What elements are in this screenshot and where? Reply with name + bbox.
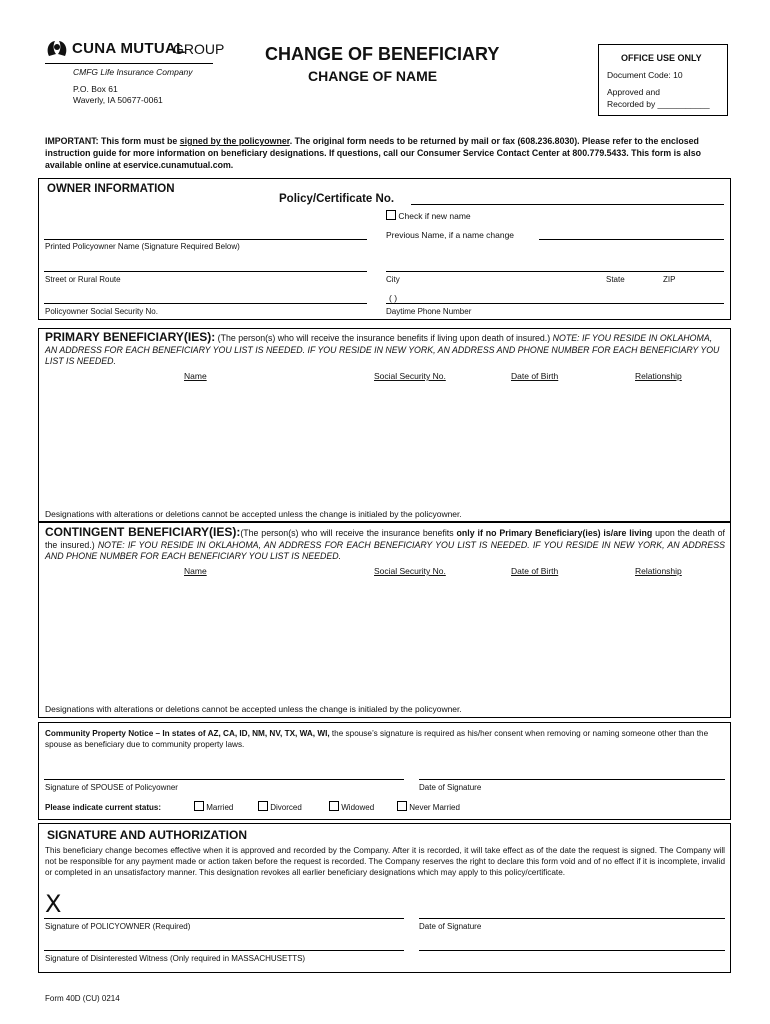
phone-area-code: ( ) [389, 293, 398, 303]
contingent-col-dob: Date of Birth [511, 566, 559, 576]
form-code: Form 40D (CU) 0214 [45, 994, 120, 1003]
contingent-footer: Designations with alterations or deletions cannot be accepted unless the change is initialed by the policyowner. [45, 704, 462, 714]
never-married-checkbox[interactable] [397, 801, 407, 811]
city-label: City [386, 275, 400, 284]
contingent-col-ssn: Social Security No. [374, 566, 446, 576]
policy-number-field[interactable] [411, 204, 724, 205]
office-use-heading: OFFICE USE ONLY [621, 53, 702, 63]
primary-col-relationship: Relationship [635, 371, 682, 381]
cuna-logo-icon [45, 38, 69, 60]
contingent-col-relationship: Relationship [635, 566, 682, 576]
owner-date-field[interactable] [419, 918, 725, 919]
widowed-checkbox[interactable] [329, 801, 339, 811]
subsidiary-name: CMFG Life Insurance Company [73, 67, 193, 77]
printed-name-label: Printed Policyowner Name (Signature Required Below) [45, 242, 240, 251]
community-property-section [38, 722, 731, 820]
status-label: Please indicate current status: [45, 803, 162, 812]
primary-footer: Designations with alterations or deletions cannot be accepted unless the change is initialed by the policyowner. [45, 509, 462, 519]
city-state-zip-field[interactable] [386, 271, 724, 272]
address-line-1: P.O. Box 61 [73, 84, 118, 94]
primary-col-name: Name [184, 371, 207, 381]
ssn-field[interactable] [44, 303, 367, 304]
divorced-checkbox[interactable] [258, 801, 268, 811]
form-title: CHANGE OF BENEFICIARY [265, 44, 500, 64]
recorded-by-label: Recorded by ___________ [607, 99, 710, 109]
status-divorced[interactable]: Divorced [258, 801, 302, 812]
spouse-date-label: Date of Signature [419, 783, 482, 792]
contingent-entry-area[interactable] [45, 581, 725, 691]
previous-name-label: Previous Name, if a name change [386, 230, 515, 240]
check-new-name[interactable]: Check if new name [386, 210, 471, 221]
contingent-beneficiary-section [38, 522, 731, 718]
owner-heading: OWNER INFORMATION [47, 183, 175, 195]
community-notice: Community Property Notice – In states of AZ, CA, ID, NM, NV, TX, WA, WI, the spouse’s signature is required as his/her consent when removing or naming someone other than the spouse as beneficiary due to community property laws. [45, 729, 709, 749]
contingent-description: CONTINGENT BENEFICIARY(IES):(The person(s) who will receive the insurance benefits only if no Primary Beneficiary(ies) is/are living upon the death of the insured.) NOTE: IF YOU RESIDE IN OKLAHOMA, AN ADDRESS FOR EACH BENEFICIARY YOU LIST IS NEEDED. IF YOU RESIDE IN NEW YORK, AN ADDRESS AND PHONE NUMBER FOR EACH BENEFICIARY YOU LIST IS NEEDED. [45, 525, 726, 561]
witness-signature-field[interactable] [44, 950, 404, 951]
policy-label: Policy/Certificate No. [279, 193, 395, 205]
logo [45, 38, 225, 62]
owner-signature-field[interactable] [44, 918, 404, 919]
brand-group: GROUP [173, 41, 225, 57]
witness-signature-label: Signature of Disinterested Witness (Only required in MASSACHUSETTS) [45, 954, 306, 963]
form-subtitle: CHANGE OF NAME [308, 68, 438, 84]
status-married[interactable]: Married [194, 801, 233, 812]
primary-entry-area[interactable] [45, 387, 725, 497]
status-widowed[interactable]: Widowed [329, 801, 374, 812]
spouse-date-field[interactable] [419, 779, 725, 780]
married-checkbox[interactable] [194, 801, 204, 811]
ssn-label: Policyowner Social Security No. [45, 307, 158, 316]
witness-date-field[interactable] [419, 950, 725, 951]
spouse-signature-field[interactable] [44, 779, 404, 780]
owner-date-label: Date of Signature [419, 922, 482, 931]
street-label: Street or Rural Route [45, 275, 121, 284]
brand-name: CUNA MUTUAL [72, 40, 186, 57]
primary-description: PRIMARY BENEFICIARY(IES): (The person(s) who will receive the insurance benefits if living upon death of insured.) NOTE: IF YOU RESIDE IN OKLAHOMA, AN ADDRESS FOR EACH BENEFICIARY YOU LIST IS NEEDED. IF YOU RESIDE IN NEW YORK, AN ADDRESS AND PHONE NUMBER FOR EACH BENEFICIARY YOU LIST IS NEEDED. [45, 330, 720, 366]
approved-label: Approved and [607, 87, 660, 97]
new-name-checkbox[interactable] [386, 210, 396, 220]
document-code: Document Code: 10 [607, 70, 683, 80]
office-use-box [598, 44, 728, 116]
contingent-col-name: Name [184, 566, 207, 576]
phone-label: Daytime Phone Number [386, 307, 472, 316]
owner-signature-label: Signature of POLICYOWNER (Required) [45, 922, 191, 931]
signature-text: This beneficiary change becomes effective when it is approved and recorded by the Company. After it is recorded, it will take effect as of the date the request is signed. The Company will not be responsible for any payment made or action taken before the request is recorded. The Company reserves the right to declare this form void and of no effect if it is incomplete, invalid or completed in an unsatisfactory manner. This designation revokes all earlier beneficiary designations which may apply to this policy/certificate. [45, 846, 725, 877]
status-never-married[interactable]: Never Married [397, 801, 460, 812]
primary-col-dob: Date of Birth [511, 371, 559, 381]
important-notice: IMPORTANT: This form must be signed by the policyowner. The original form needs to be returned by mail or fax (608.236.8030). Please refer to the enclosed instruction guide for more information on beneficiary designations. If questions, call our Consumer Service Contact Center at 800.779.5433. This form is also available online at eservice.cunamutual.com. [45, 136, 702, 170]
primary-col-ssn: Social Security No. [374, 371, 446, 381]
printed-name-field[interactable] [44, 239, 367, 240]
state-label: State [606, 275, 625, 284]
signature-section [38, 823, 731, 973]
spouse-signature-label: Signature of SPOUSE of Policyowner [45, 783, 178, 792]
street-field[interactable] [44, 271, 367, 272]
zip-label: ZIP [663, 275, 676, 284]
owner-information-section [38, 178, 731, 320]
previous-name-field[interactable] [539, 239, 724, 240]
primary-beneficiary-section [38, 328, 731, 522]
signature-heading: SIGNATURE AND AUTHORIZATION [47, 828, 247, 842]
phone-field[interactable] [386, 303, 724, 304]
address-line-2: Waverly, IA 50677-0061 [73, 95, 163, 105]
x-mark: X [45, 890, 62, 918]
